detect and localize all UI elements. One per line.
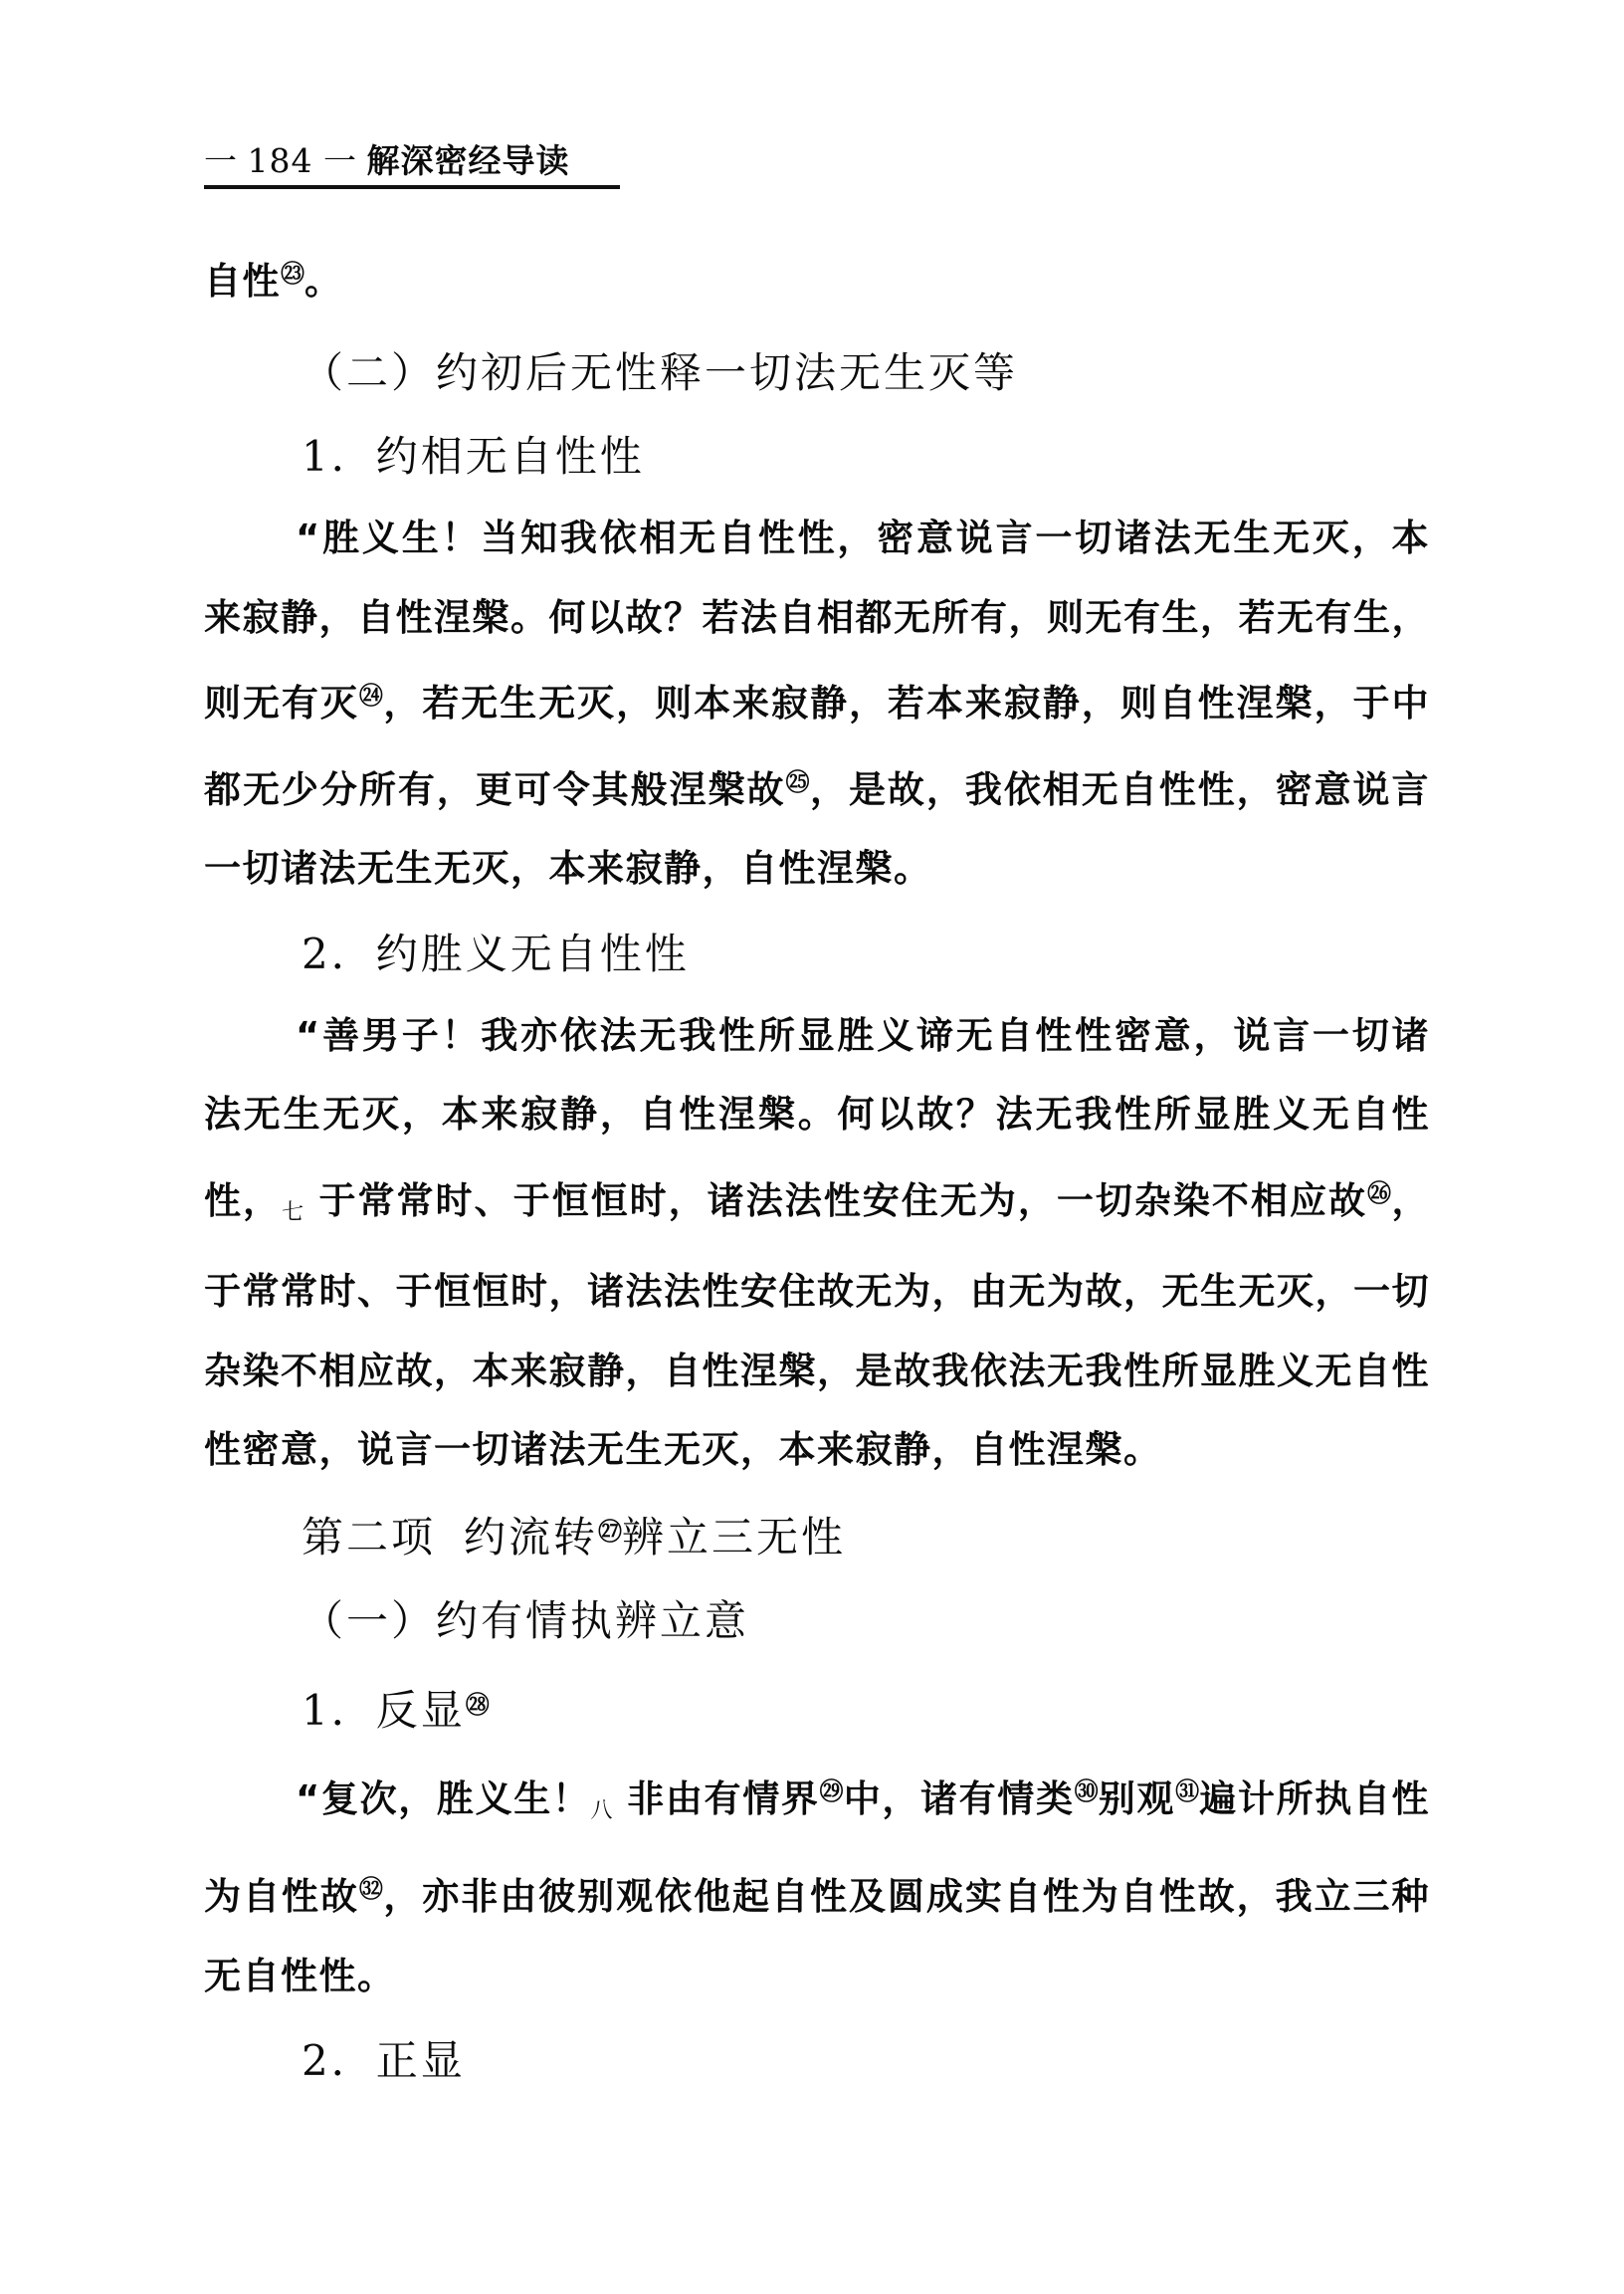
- header-dash-left: 一: [204, 141, 237, 180]
- section-heading: （二）约初后无性释一切法无生灭等: [302, 348, 1019, 397]
- subsection-heading: 1．约相无自性性: [302, 432, 645, 481]
- running-header: [204, 139, 620, 189]
- book-title: 解深密经导读: [366, 141, 570, 180]
- footnote-marker: ㉓: [281, 260, 304, 288]
- quote-text: ，若无生无灭，则本来寂静，若本来寂静，则自性涅槃，于中都无少分所有，更可令其般涅槃故: [204, 682, 1431, 811]
- quote-text: 遍计所执自性为自性故: [204, 1776, 1431, 1918]
- section-heading: [204, 1490, 1430, 1579]
- heading-part: 1．反显: [302, 1685, 466, 1735]
- subsection-heading: [204, 1663, 1430, 1753]
- footnote-marker: ㉙: [819, 1776, 844, 1805]
- heading-part: 辨立三无性: [622, 1512, 847, 1562]
- quote-paragraph: [204, 1753, 1430, 2016]
- quote-text: 中，诸有情类: [843, 1776, 1075, 1820]
- continued-paragraph: [204, 249, 1430, 307]
- subsection-heading: 2．约胜义无自性性: [302, 929, 690, 978]
- quote-text: ，亦非由彼别观依他起自性及圆成实自性为自性故，我立三种无自性性。: [204, 1875, 1431, 1997]
- footnote-marker: ㉜: [358, 1875, 384, 1903]
- quote-paragraph: [204, 499, 1430, 909]
- quote-text: “复次，胜义生！: [296, 1776, 591, 1820]
- footnote-marker: ㉘: [465, 1689, 490, 1719]
- header-dash-right: 一: [323, 141, 356, 180]
- section-heading: （一）约有情执辨立意: [302, 1595, 750, 1645]
- quote-text: 于常常时、于恒恒时，诸法法性安住无为，一切杂染不相应故: [318, 1178, 1367, 1222]
- section-note-marker: 七: [282, 1199, 304, 1225]
- subsection-heading: 2．正显: [302, 2036, 466, 2085]
- footnote-marker: ㉛: [1175, 1776, 1200, 1805]
- quote-text: 别观: [1098, 1776, 1176, 1820]
- footnote-marker: ㉔: [358, 682, 384, 710]
- quote-text: “善男子！我亦依法无我性所显胜义谛无自性性密意，说言一切诸法无生无灭，本来寂静，自性涅槃。何以故？法无我性所显胜义无自性性，: [204, 1013, 1430, 1222]
- continued-text: 自性: [204, 260, 281, 303]
- footnote-marker: ㉕: [785, 767, 810, 796]
- footnote-marker: ㉖: [1366, 1178, 1392, 1207]
- footnote-marker: ㉗: [598, 1516, 623, 1546]
- quote-text: 非由有情界: [627, 1776, 820, 1820]
- section-note-marker: 八: [590, 1797, 613, 1823]
- quote-text: ，于常常时、于恒恒时，诸法法性安住故无为，由无为故，无生无灭，一切杂染不相应故，本来寂静，自性涅槃，是故我依法无我性所显胜义无自性性密意，说言一切诸法无生无灭，本来寂静，自性涅槃。: [204, 1178, 1431, 1471]
- quote-paragraph: [204, 996, 1430, 1490]
- quote-text: ，是故，我依相无自性性，密意说言一切诸法无生无灭，本来寂静，自性涅槃。: [204, 767, 1430, 890]
- quote-text: “胜义生！当知我依相无自性性，密意说言一切诸法无生无灭，本来寂静，自性涅槃。何以故？若法自相都无所有，则无有生，若无有生，则无有灭: [204, 517, 1430, 725]
- heading-part: 第二项: [302, 1512, 437, 1562]
- heading-part: 约流转: [464, 1512, 599, 1562]
- footnote-marker: ㉚: [1074, 1776, 1099, 1805]
- page-number: 184: [247, 141, 313, 180]
- page-body: [204, 249, 1430, 2103]
- continued-tail: 。: [304, 260, 343, 303]
